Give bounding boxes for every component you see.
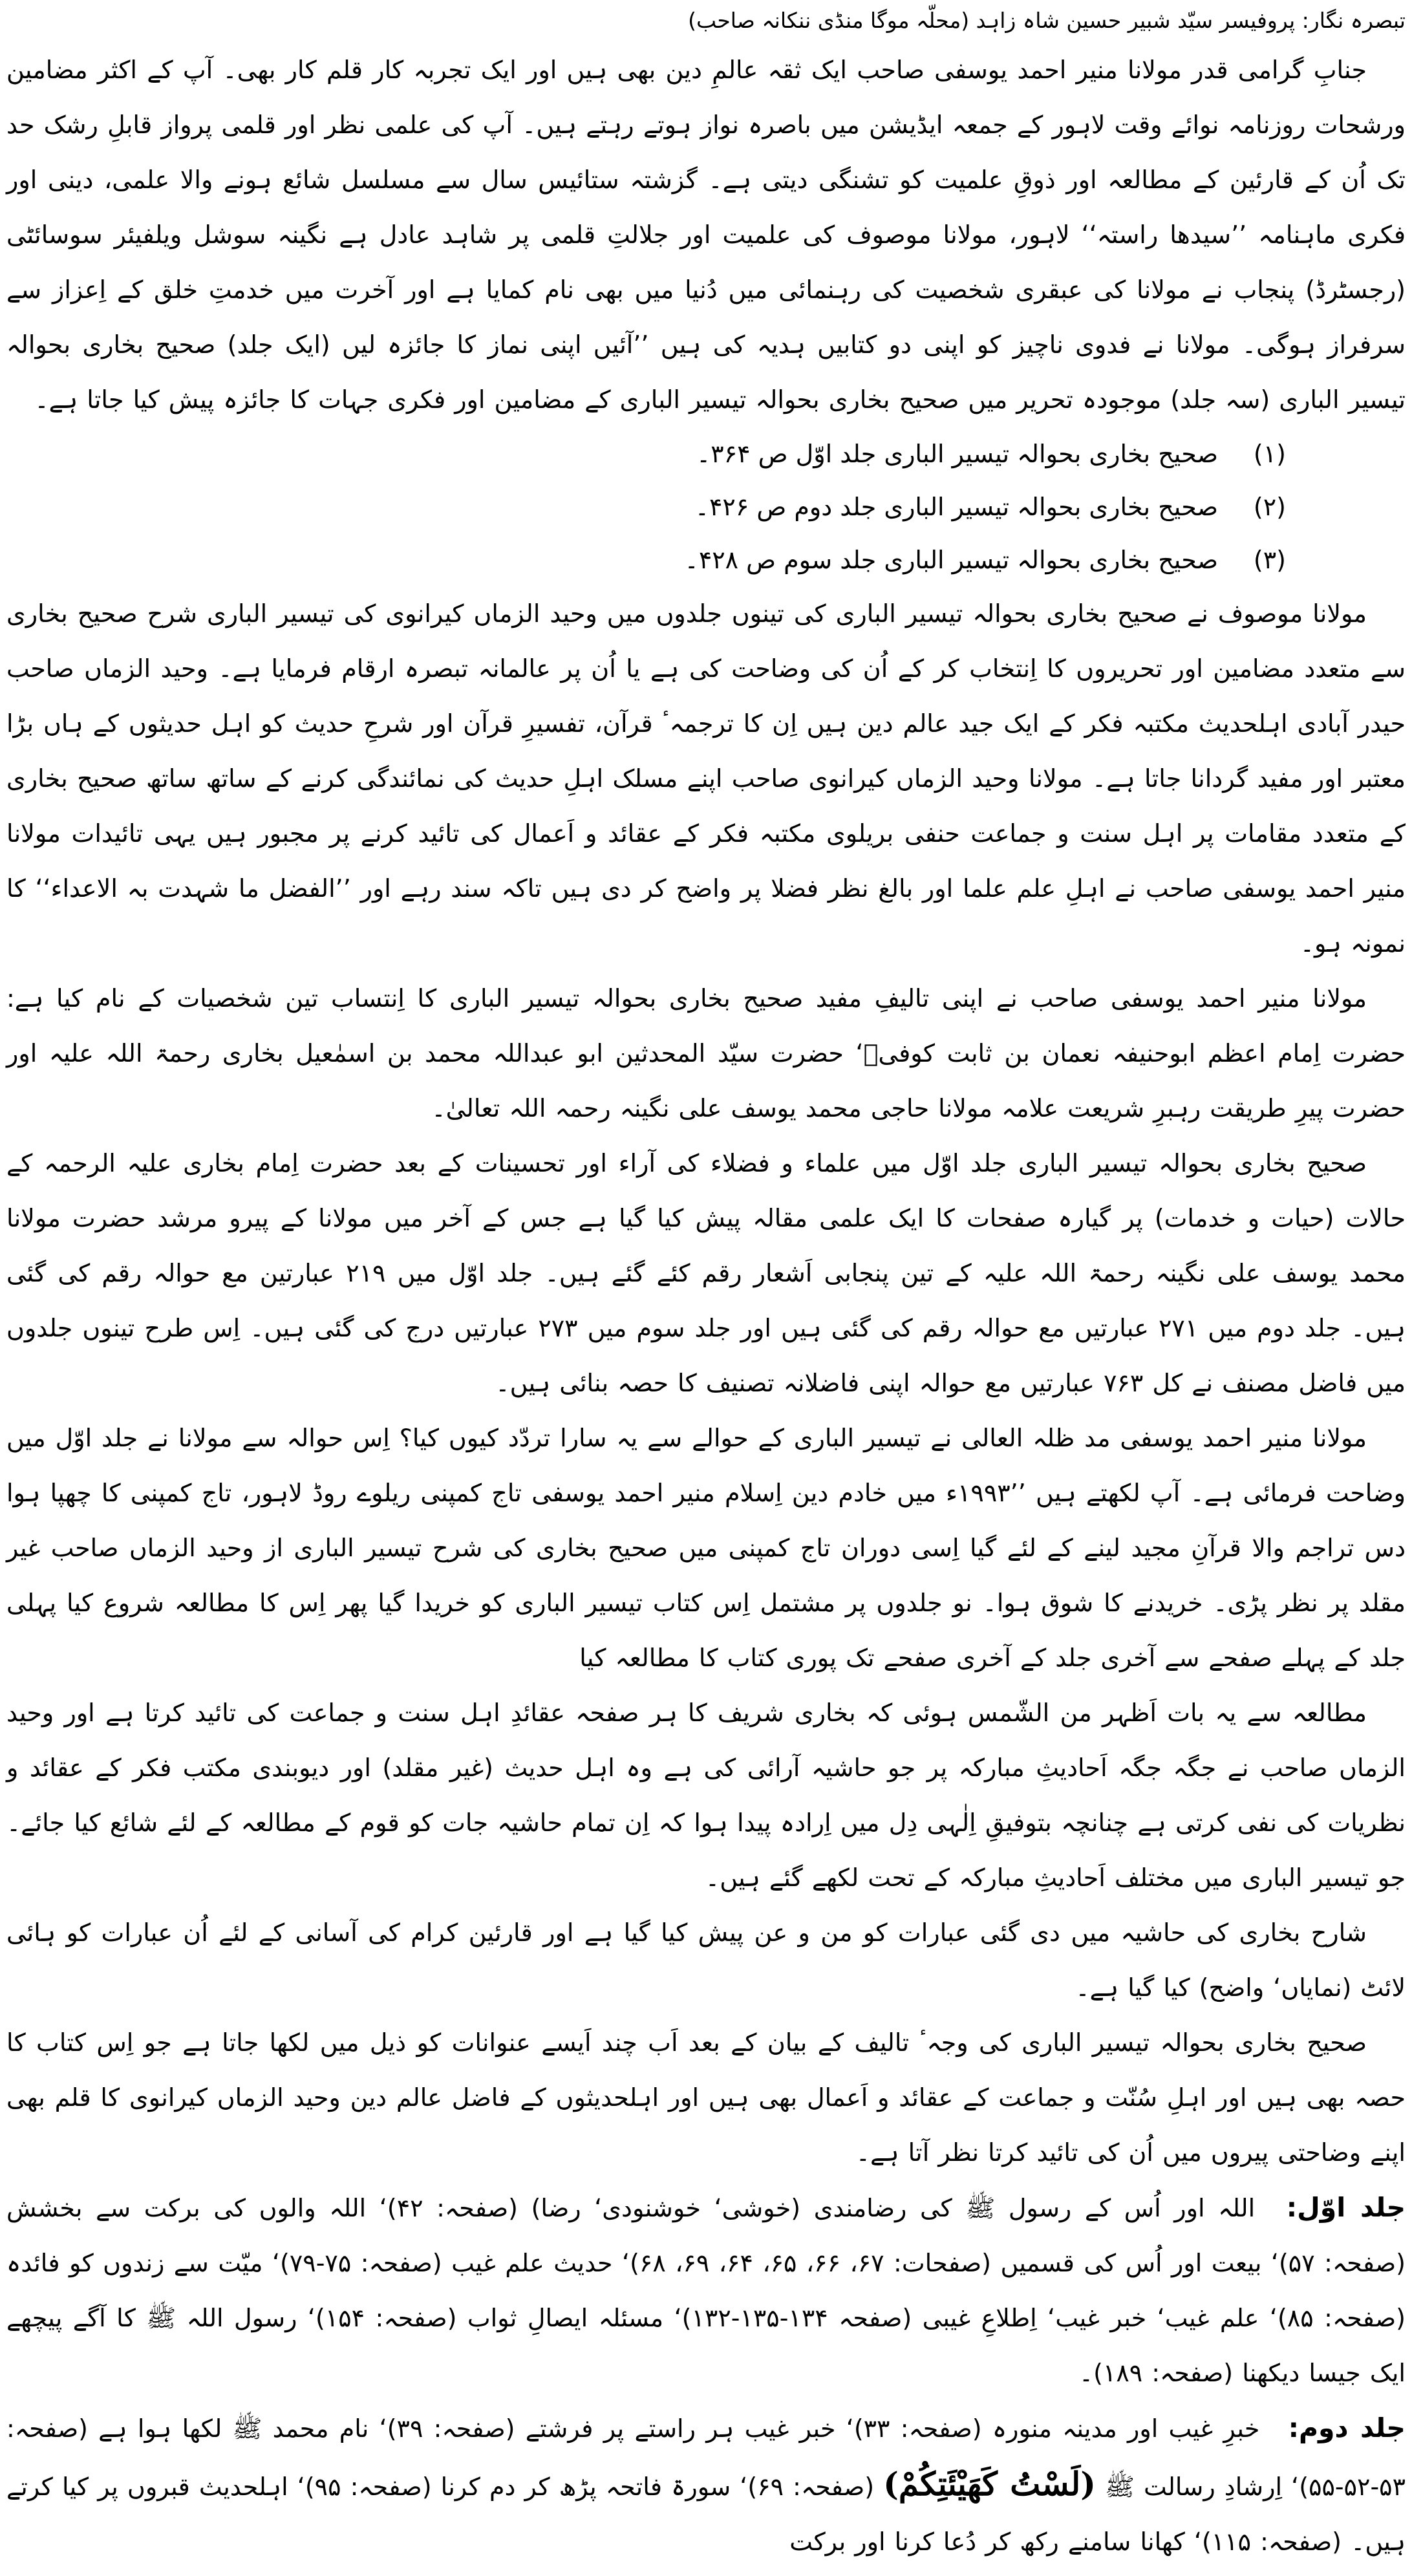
review-byline: تبصرہ نگار: پروفیسر سیّد شبیر حسین شاہ زاہد (محلّہ موگا منڈی ننکانہ صاحب) xyxy=(688,8,1406,33)
volume2-topics-pre: خبرِ غیب اور مدینہ منورہ (صفحہ: ۳۳)‘ خبر غیب ہر راستے پر فرشتے (صفحہ: ۳۹)‘ نام محمد ﷺ لکھا ہوا ہے (صفحہ: ۵۳-۵۲-۵۵)‘ اِرشادِ رسالت ﷺ xyxy=(6,2414,1406,2501)
reference-item-text: صحیح بخاری بحوالہ تیسیر الباری جلد اوّل ص ۳۶۴۔ xyxy=(696,440,1218,468)
volume1-topics: اللہ اور اُس کے رسول ﷺ کی رضامندی (خوشی‘ خوشنودی‘ رضا) (صفحہ: ۴۲)‘ اللہ والوں کی برکت سے بخشش (صفحہ: ۵۷)‘ بیعت اور اُس کی قسمیں (صفحات: ۶۷، ۶۶، ۶۵، ۶۴، ۶۹، ۶۸)‘ حدیث علم غیب (صفحہ: ۷۵-۷۹)‘ میّت سے زندوں کو فائدہ (صفحہ: ۸۵)‘ علم غیب‘ خبر غیب‘ اِطلاعِ غیبی (صفحہ ۱۳۴-۱۳۵-۱۳۲)‘ مسئلہ ایصالِ ثواب (صفحہ: ۱۵۴)‘ رسول اللہ ﷺ کا آگے پیچھے ایک جیسا دیکھنا (صفحہ: ۱۸۹)۔ xyxy=(6,2194,1406,2387)
volume1-label: جلد اوّل: xyxy=(1286,2192,1406,2223)
reference-item-3 xyxy=(6,533,1406,586)
volume2-entry xyxy=(6,2401,1406,2570)
topics-intro-paragraph: صحیح بخاری بحوالہ تیسیر الباری کی وجہٴ تالیف کے بیان کے بعد اَب چند اَیسے عنوانات کو ذیل میں لکھا جاتا ہے جو اِس کتاب کا حصہ بھی ہیں اور اہلِ سُنّت و جماعت کے عقائد و اَعمال بھی ہیں اور اہلحدیثوں کے فاضل عالم دین وحید الزماں کیرانوی کا قلم بھی اپنے وضاحتی پیروں میں اُن کی تائید کرتا نظر آتا ہے۔ xyxy=(6,2028,1406,2167)
contents-summary-paragraph: صحیح بخاری بحوالہ تیسیر الباری جلد اوّل میں علماء و فضلاء کی آراء اور تحسینات کے بعد حضرت اِمام بخاری علیہ الرحمہ کے حالات (حیات و خدمات) پر گیارہ صفحات کا ایک علمی مقالہ پیش کیا گیا ہے جس کے آخر میں مولانا کے پیرو مرشد حضرت مولانا محمد یوسف علی نگینہ رحمۃ اللہ علیہ کے تین پنجابی اَشعار رقم کئے گئے ہیں۔ جلد اوّل میں ۲۱۹ عبارتین مع حوالہ رقم کی گئی ہیں۔ جلد دوم میں ۲۷۱ عبارتیں مع حوالہ رقم کی گئی ہیں اور جلد سوم میں ۲۷۳ عبارتیں درج کی گئی ہیں۔ اِس طرح تینوں جلدوں میں فاضل مصنف نے کل ۷۶۳ عبارتیں مع حوالہ اپنی فاضلانہ تصنیف کا حصہ بنائی ہیں۔ xyxy=(6,1149,1406,1397)
arabic-hadith-quote: (لَسْتُ کَهَیْئَتِکُمْ) xyxy=(883,2465,1096,2503)
reference-item-number: (۳) xyxy=(1253,546,1286,574)
reference-item-number: (۲) xyxy=(1253,493,1286,521)
analysis-paragraph: مولانا موصوف نے صحیح بخاری بحوالہ تیسیر الباری کی تینوں جلدوں میں وحید الزماں کیرانوی کی تیسیر الباری شرح صحیح بخاری سے متعدد مضامین اور تحریروں کا اِنتخاب کر کے اُن کی وضاحت کی ہے یا اُن پر عالمانہ تبصرہ ارقام فرمایا ہے۔ وحید الزماں صاحب حیدر آبادی اہلحدیث مکتبہ فکر کے ایک جید عالم دین ہیں اِن کا ترجمہٴ قرآن، تفسیرِ قرآن اور شرحِ حدیث کو اہل حدیثوں کے ہاں بڑا معتبر اور مفید گردانا جاتا ہے۔ مولانا وحید الزماں کیرانوی صاحب اپنے مسلک اہلِ حدیث کی نمائندگی کرنے کے ساتھ ساتھ صحیح بخاری کے متعدد مقامات پر اہل سنت و جماعت حنفی بریلوی مکتبہ فکر کے عقائد و اَعمال کی تائید کرنے پر مجبور ہیں یہی تائیدات مولانا منیر احمد یوسفی صاحب نے اہلِ علم علما اور بالغ نظر فضلا پر واضح کر دی ہیں تاکہ سند رہے اور ’’الفضل ما شہدت بہ الاعداء‘‘ کا نمونہ ہو۔ xyxy=(6,599,1406,958)
reference-item-text: صحیح بخاری بحوالہ تیسیر الباری جلد سوم ص ۴۲۸۔ xyxy=(684,546,1218,574)
motivation-paragraph: مولانا منیر احمد یوسفی مد ظلہ العالی نے تیسیر الباری کے حوالے سے یہ سارا تردّد کیوں کیا؟ اِس حوالہ سے مولانا نے جلد اوّل میں وضاحت فرمائی ہے۔ آپ لکھتے ہیں ’’۱۹۹۳ء میں خادم دین اِسلام منیر احمد یوسفی تاج کمپنی ریلوے روڈ لاہور، تاج کمپنی کا چھپا ہوا دس تراجم والا قرآنِ مجید لینے کے لئے گیا اِسی دوران تاج کمپنی میں صحیح بخاری کی شرح تیسیر الباری از وحید الزماں صاحب غیر مقلد پر نظر پڑی۔ خریدنے کا شوق ہوا۔ نو جلدوں پر مشتمل اِس کتاب تیسیر الباری کو خریدا گیا پھر اِس کا مطالعہ شروع کیا پہلی جلد کے پہلے صفحے سے آخری جلد کے آخری صفحے تک پوری کتاب کا مطالعہ کیا xyxy=(6,1424,1406,1672)
intro-paragraph: جنابِ گرامی قدر مولانا منیر احمد یوسفی صاحب ایک ثقہ عالمِ دین بھی ہیں اور ایک تجربہ کار قلم کار بھی۔ آپ کے اکثر مضامین ورشحات روزنامہ نوائے وقت لاہور کے جمعہ ایڈیشن میں باصرہ نواز ہوتے رہتے ہیں۔ آپ کی علمی نظر اور قلمی پرواز قابلِ رشک حد تک اُن کے قارئین کے مطالعہ اور ذوقِ علمیت کو تشنگی دیتی ہے۔ گزشتہ ستائیس سال سے مسلسل شائع ہونے والا علمی، دینی اور فکری ماہنامہ ’’سیدھا راستہ‘‘ لاہور، مولانا موصوف کی علمیت اور جلالتِ قلمی پر شاہد عادل ہے نگینہ سوشل ویلفیئر سوسائٹی (رجسٹرڈ) پنجاب نے مولانا کی عبقری شخصیت کی رہنمائی میں دُنیا میں بھی نام کمایا ہے اور آخرت میں خدمتِ خلق کے اِعزاز سے سرفراز ہوگی۔ مولانا نے فدوی ناچیز کو اپنی دو کتابیں ہدیہ کی ہیں ’’آئیں اپنی نماز کا جائزہ لیں (ایک جلد) صحیح بخاری بحوالہ تیسیر الباری (سہ جلد) موجودہ تحریر میں صحیح بخاری بحوالہ تیسیر الباری کے مضامین اور فکری جہات کا جائزہ پیش کیا جاتا ہے۔ xyxy=(6,56,1406,414)
reference-item-number: (۱) xyxy=(1253,440,1286,468)
highlight-note-paragraph: شارح بخاری کی حاشیہ میں دی گئی عبارات کو من و عن پیش کیا گیا ہے اور قارئین کرام کی آسانی کے لئے اُن عبارات کو ہائی لائٹ (نمایاں‘ واضح) کیا گیا ہے۔ xyxy=(6,1918,1406,2002)
volume2-topics-post: (صفحہ: ۶۹)‘ سورۃ فاتحہ پڑھ کر دم کرنا (صفحہ: ۹۵)‘ اہلحدیث قبروں پر کیا کرتے ہیں۔ (صفحہ: ۱۱۵)‘ کھانا سامنے رکھ کر دُعا کرنا اور برکت xyxy=(6,2473,1406,2556)
reference-item-2 xyxy=(6,480,1406,533)
reference-item-1 xyxy=(6,427,1406,480)
volume1-entry xyxy=(6,2180,1406,2401)
reference-item-text: صحیح بخاری بحوالہ تیسیر الباری جلد دوم ص ۴۲۶۔ xyxy=(694,493,1218,521)
reference-list xyxy=(6,427,1406,586)
dedication-paragraph: مولانا منیر احمد یوسفی صاحب نے اپنی تالیفِ مفید صحیح بخاری بحوالہ تیسیر الباری کا اِنتساب تین شخصیات کے نام کیا ہے: حضرت اِمام اعظم ابوحنیفہ نعمان بن ثابت کوفیؓ‘ حضرت سیّد المحدثین ابو عبداللہ محمد بن اسمٰعیل بخاری رحمۃ اللہ علیہ اور حضرت پیرِ طریقت رہبرِ شریعت علامہ مولانا حاجی محمد یوسف علی نگینہ رحمہ اللہ تعالیٰ۔ xyxy=(6,984,1406,1122)
volume2-label: جلد دوم: xyxy=(1288,2412,1406,2443)
study-findings-paragraph: مطالعہ سے یہ بات اَظہر من الشّمس ہوئی کہ بخاری شریف کا ہر صفحہ عقائدِ اہل سنت و جماعت کی تائید کرتا ہے اور وحید الزماں صاحب نے جگہ جگہ اَحادیثِ مبارکہ پر جو حاشیہ آرائی کی ہے وہ اہل حدیث (غیر مقلد) اور دیوبندی مکتب فکر کے عقائد و نظریات کی نفی کرتی ہے چنانچہ بتوفیقِ اِلٰہی دِل میں اِرادہ پیدا ہوا کہ اِن تمام حاشیہ جات کو قوم کے مطالعہ کے لئے شائع کیا جائے۔ جو تیسیر الباری میں مختلف اَحادیثِ مبارکہ کے تحت لکھے گئے ہیں۔ xyxy=(6,1699,1406,1892)
